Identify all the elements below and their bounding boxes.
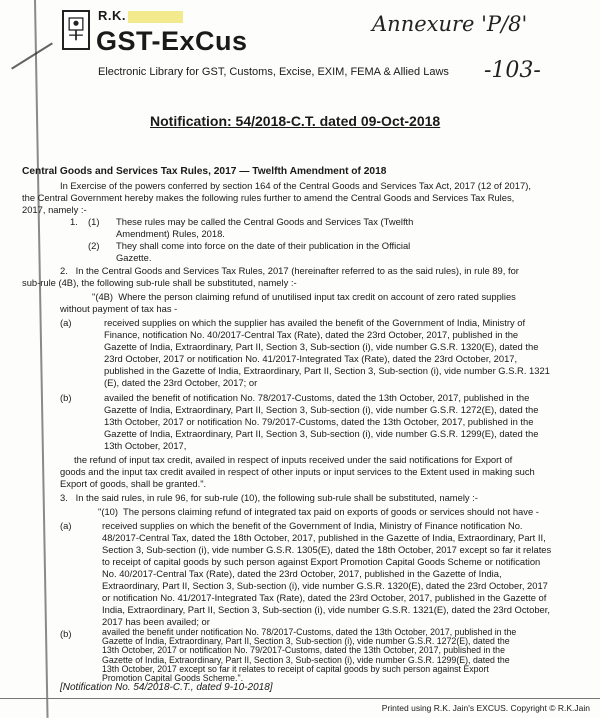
clause-line: Promotion Capital Goods Scheme.". — [102, 673, 244, 683]
clause-label: (b) — [60, 392, 72, 403]
clause-line: 13th October, 2017, — [104, 440, 187, 451]
clause-line: India, Extraordinary, Part II, Section 3, Sub-section (i), vide number G.S.R. 1321(E), dated the 23rd October, — [102, 604, 550, 615]
intro-line: the Central Government hereby makes the following rules further to amend the Central Goods and Services Tax Rules, — [22, 192, 515, 203]
clause-line: Gazette of India, Extraordinary, Part II, Section 3, Sub-section (i), vide number G.S.R. 1320(E), dated the — [104, 341, 539, 352]
notification-citation: [Notification No. 54/2018-C.T., dated 9-10-2018] — [60, 682, 273, 693]
intro-line: 2017, namely :- — [22, 204, 87, 215]
clause-line: availed the benefit of notification No. 78/2017-Customs, dated the 13th October, 2017, published in the — [104, 392, 530, 403]
rule-line: Gazette. — [116, 252, 152, 263]
clause-line: Finance, notification No. 40/2017-Central Tax (Rate), dated the 23rd October, 2017, published in the — [104, 329, 519, 340]
margin-pen-line — [34, 0, 49, 718]
brand-logo-icon — [62, 10, 90, 50]
clause-label: (a) — [60, 520, 72, 531]
clause-label: (a) — [60, 317, 72, 328]
rule-line: They shall come into force on the date of their publication in the Official — [116, 240, 411, 251]
tail-line: Export of goods, shall be granted.". — [60, 478, 207, 489]
handwritten-page-number: -103- — [484, 58, 541, 83]
clause-line: Gazette of India, Extraordinary, Part II, Section 3, Sub-section (i), vide number G.S.R. 1272(E), dated the — [104, 404, 539, 415]
clause-line: (E), dated the 23rd October, 2017; or — [104, 377, 258, 388]
clause-line: availed the benefit under notification No. 78/2017-Customs, dated the 13th October, 2017, published in the — [102, 627, 517, 637]
clause-line: 13th October, 2017 except so far it relates to receipt of capital goods by such person against Export — [102, 663, 489, 674]
tail-line: goods and the input tax credit availed in respect of other inputs or input services to the Extent used in making such — [60, 466, 535, 477]
tail-line: the refund of input tax credit, availed in respect of inputs received under the said notifications for Export of — [74, 454, 513, 465]
clause-line: to receipt of capital goods by such person against Export Promotion Capital Goods Scheme or notification — [102, 556, 541, 567]
clause-line: published in the Gazette of India, Extraordinary, Part II, Section 3, Sub-section (i), vide number G.S.R. 1321 — [104, 365, 550, 376]
clause-line: 13th October, 2017 or notification No. 79/2017-Customs, dated the 13th October, 2017, published in the — [104, 416, 534, 427]
clause-line: 23rd October, 2017 or notification No. 41/2017-Integrated Tax (Rate), dated the 23rd October, 2017, — [104, 353, 518, 364]
quote-line: without payment of tax has - — [60, 303, 178, 314]
clause-line: received supplies on which the supplier has availed the benefit of the Government of India, Ministry of — [104, 317, 526, 328]
rule-line: Amendment) Rules, 2018. — [116, 228, 225, 239]
clause-line: Gazette of India, Extraordinary, Part II, Section 3, Sub-section (i), vide number G.S.R. 1272(E), dated the — [102, 636, 510, 647]
brand-owner: R.K. — [98, 8, 183, 23]
notification-title: Notification: 54/2018-C.T. dated 09-Oct-2018 — [150, 113, 441, 129]
rule-line: These rules may be called the Central Goods and Services Tax (Twelfth — [116, 216, 414, 227]
subheading: Central Goods and Services Tax Rules, 2017 — Twelfth Amendment of 2018 — [22, 166, 387, 177]
handwritten-annexure: Annexure 'P/8' — [372, 12, 528, 36]
clause-line: received supplies on which the benefit of the Government of India, Ministry of Finance notification No. — [102, 520, 523, 531]
intro-line: In Exercise of the powers conferred by section 164 of the Central Goods and Services Tax Act, 2017 (12 of 2017), — [60, 180, 531, 191]
clause-label: (b) — [60, 628, 72, 639]
brand-name: GST-ExCus — [96, 26, 248, 56]
brand-tagline: Electronic Library for GST, Customs, Excise, EXIM, FEMA & Allied Laws — [98, 66, 449, 78]
clause-line: 2017 has been availed; or — [102, 616, 210, 627]
rule-line: 3. In the said rules, in rule 96, for sub-rule (10), the following sub-rule shall be substituted, namely :- — [60, 492, 478, 503]
subrule-number: (2) — [88, 240, 100, 251]
rule-line: 2. In the Central Goods and Services Tax Rules, 2017 (hereinafter referred to as the said rules), in rule 89, for — [60, 265, 519, 276]
rule-number: 1. — [70, 216, 78, 227]
quote-line: "(10) The persons claiming refund of integrated tax paid on exports of goods or services should not have - — [98, 506, 539, 517]
clause-line: No. 40/2017-Central Tax (Rate), dated the 23rd October, 2017, published in the Gazette of India, — [102, 568, 502, 579]
pen-stroke — [11, 42, 53, 69]
clause-line: Gazette of India, Extraordinary, Part II, Section 3, Sub-section (i), vide number G.S.R. 1299(E), dated the — [102, 654, 510, 665]
rule-line: sub-rule (4B), the following sub-rule shall be substituted, namely :- — [22, 277, 297, 288]
clause-line: Gazette of India, Extraordinary, Part II, Section 3, Sub-section (i), vide number G.S.R. 1299(E), dated the — [104, 428, 539, 439]
clause-line: 13th October, 2017 or notification No. 79/2017-Customs, dated the 13th October, 2017, published in the — [102, 645, 505, 656]
clause-line: 48/2017-Central Tax, dated the 18th October, 2017, published in the Gazette of India, Extraordinary, Part II, — [102, 532, 546, 543]
footer-divider — [0, 698, 600, 699]
clause-line: Section 3, Sub-section (i), vide number G.S.R. 1305(E), dated the 18th October, 2017 except so far it relates — [102, 544, 552, 555]
clause-line: Extraordinary, Part II, Section 3, Sub-section (i), vide number G.S.R. 1320(E), dated the 23rd October, 2017 — [102, 580, 548, 591]
subrule-number: (1) — [88, 216, 100, 227]
printed-credit: Printed using R.K. Jain's EXCUS. Copyright © R.K.Jain — [381, 703, 590, 713]
quote-line: "(4B) Where the person claiming refund of unutilised input tax credit on account of zero rated supplies — [92, 291, 516, 302]
clause-line: or notification No. 41/2017-Integrated Tax (Rate), dated the 23rd October, 2017, published in the Gazette of — [102, 592, 547, 603]
